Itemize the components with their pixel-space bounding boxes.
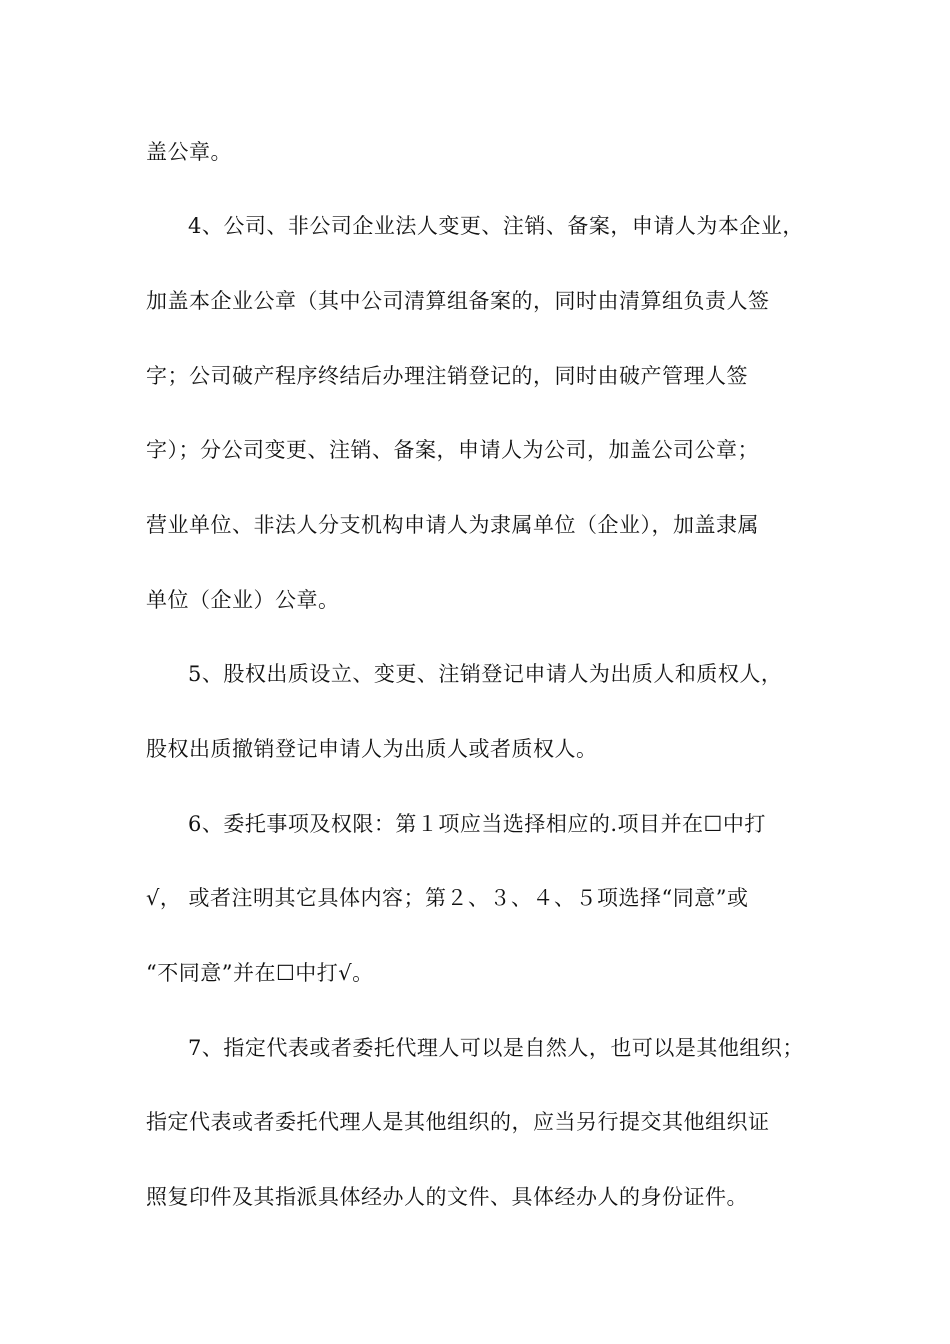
item-6-line-2: √， 或者注明其它具体内容；第２、３、４、５项选择“同意”或	[146, 886, 749, 910]
item-7-line-3: 照复印件及其指派具体经办人的文件、具体经办人的身份证件。	[146, 1185, 748, 1209]
item-7-line-1: 7、指定代表或者委托代理人可以是自然人，也可以是其他组织；	[188, 1036, 804, 1060]
item-5-line-1: 5、股权出质设立、变更、注销登记申请人为出质人和质权人，	[188, 662, 783, 686]
item-4-line-3: 字；公司破产程序终结后办理注销登记的，同时由破产管理人签	[146, 364, 748, 388]
item-6-line-3: “不同意”并在☐中打√。	[146, 961, 374, 985]
item-7-line-2: 指定代表或者委托代理人是其他组织的，应当另行提交其他组织证	[146, 1110, 770, 1134]
text-line-1: 盖公章。	[146, 140, 232, 164]
item-4-line-6: 单位（企业）公章。	[146, 588, 340, 612]
item-4-line-2: 加盖本企业公章（其中公司清算组备案的，同时由清算组负责人签	[146, 289, 770, 313]
item-5-line-2: 股权出质撤销登记申请人为出质人或者质权人。	[146, 737, 598, 761]
item-4-line-5: 营业单位、非法人分支机构申请人为隶属单位（企业），加盖隶属	[146, 513, 759, 537]
item-4-line-4: 字）；分公司变更、注销、备案，申请人为公司，加盖公司公章；	[146, 438, 759, 462]
item-6-line-1: 6、委托事项及权限：第１项应当选择相应的.项目并在☐中打	[188, 812, 766, 836]
item-4-line-1: 4、公司、非公司企业法人变更、注销、备案，申请人为本企业，	[188, 214, 804, 238]
